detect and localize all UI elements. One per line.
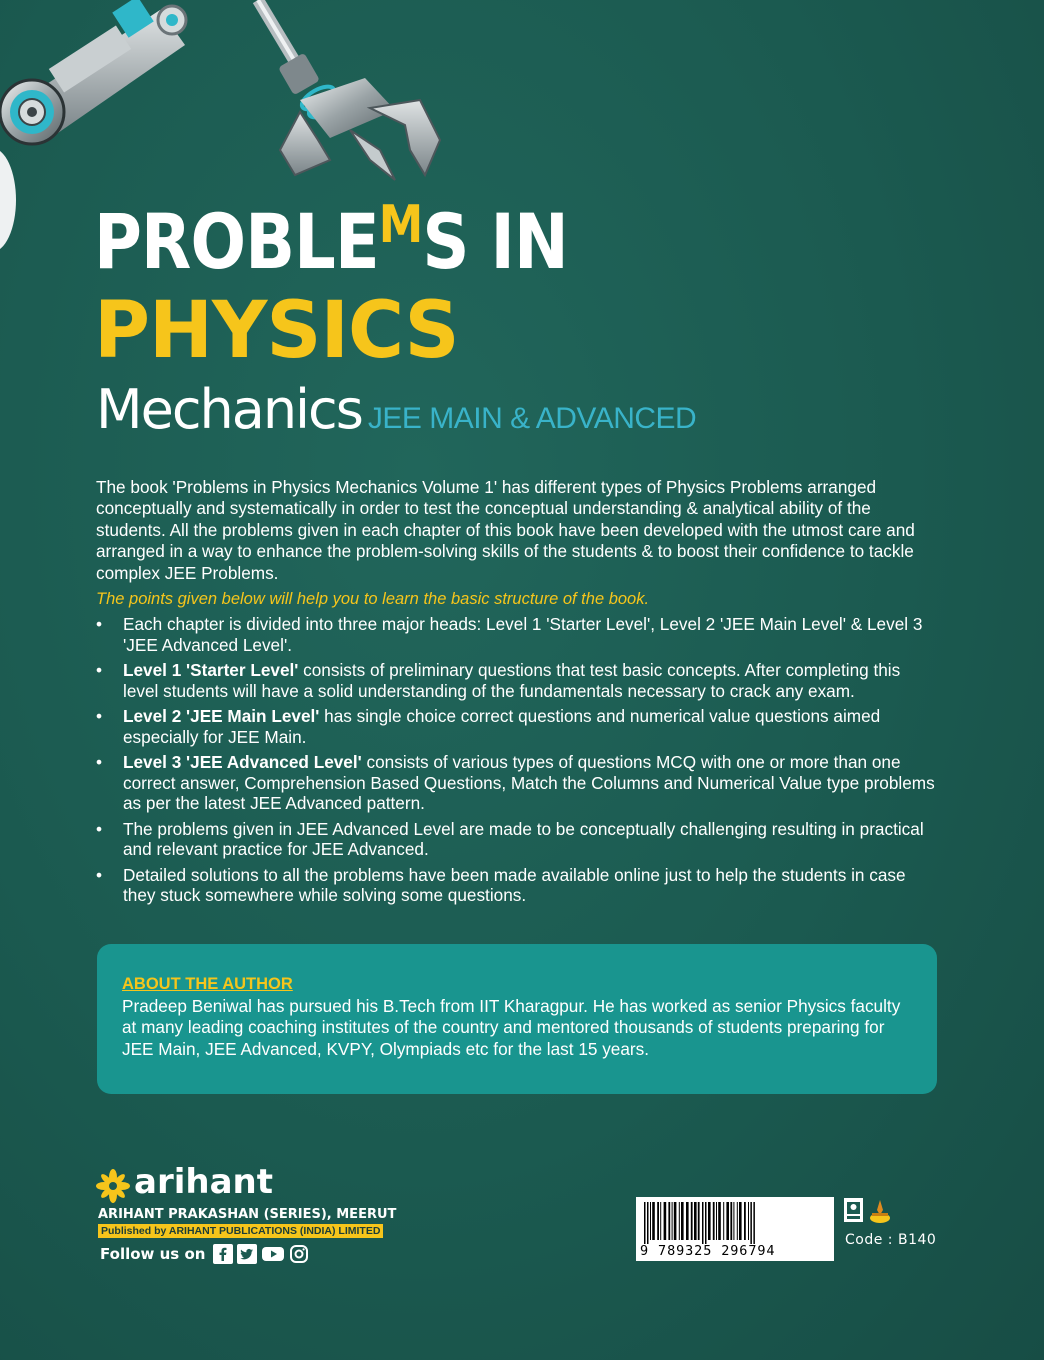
barcode-bar xyxy=(660,1202,661,1240)
isbn-digits: 9 789325 296794 xyxy=(640,1243,776,1259)
barcode-bar xyxy=(748,1202,749,1240)
intro-paragraph: The book 'Problems in Physics Mechanics Volume 1' has different types of Physics Problems arranged conceptually and systematically in order to test the conceptual understanding & analytical ability of the students. All the problems given in each chapter of this book have been developed with the utmost care and arranged in a way to enhance the problem-solving skills of the students & to boost their confidence to tackle complex JEE Problems. xyxy=(96,477,915,583)
subtitle-exam: JEE MAIN & ADVANCED xyxy=(367,402,697,435)
list-item xyxy=(96,752,936,814)
subtitle-subject: Mechanics xyxy=(96,378,362,441)
point-text: Detailed solutions to all the problems have been made available online just to help the students in case they stuck somewhere while solving some questions. xyxy=(123,864,906,905)
barcode-bar xyxy=(718,1202,721,1240)
point-text: has single choice correct questions and numerical value questions aimed especially for JEE Main. xyxy=(123,706,881,747)
barcode-bar xyxy=(730,1202,732,1240)
twitter-icon[interactable] xyxy=(237,1244,257,1264)
points-lead: The points given below will help you to learn the basic structure of the book. xyxy=(96,590,650,608)
list-item xyxy=(96,819,936,860)
barcode-bar xyxy=(644,1202,646,1244)
point-text: consists of preliminary questions that test basic concepts. After completing this level students will have a solid understanding of the fundamentals necessary to crack any exam. xyxy=(123,660,901,701)
published-by: Published by ARIHANT PUBLICATIONS (INDIA) LIMITED xyxy=(98,1224,383,1238)
instagram-icon[interactable] xyxy=(289,1244,309,1264)
list-item xyxy=(96,865,936,906)
barcode-bar xyxy=(657,1202,659,1240)
title-line-2: PHYSICS xyxy=(94,286,459,376)
barcode-bar xyxy=(681,1202,684,1240)
barcode-bar xyxy=(694,1202,697,1240)
about-author-heading: ABOUT THE AUTHOR xyxy=(122,975,293,993)
barcode-bar xyxy=(716,1202,717,1240)
barcode-bar xyxy=(702,1202,704,1244)
isbn-barcode xyxy=(636,1197,834,1261)
follow-label: Follow us on xyxy=(100,1245,206,1263)
publisher-logo-text: arihant xyxy=(134,1162,273,1202)
barcode-bar xyxy=(739,1202,742,1240)
barcode-bar xyxy=(650,1202,651,1240)
barcode-bar xyxy=(733,1202,734,1240)
about-author-box xyxy=(97,944,937,1094)
list-item xyxy=(96,706,936,747)
barcode-bar xyxy=(713,1202,715,1240)
book-title xyxy=(94,180,645,375)
facebook-icon[interactable] xyxy=(213,1244,233,1264)
barcode-bar xyxy=(723,1202,724,1240)
point-bold: Level 1 'Starter Level' xyxy=(123,660,299,680)
barcode-bar xyxy=(686,1202,689,1240)
barcode-bar xyxy=(726,1202,729,1240)
about-author-bio: Pradeep Beniwal has pursued his B.Tech from IIT Kharagpur. He has worked as senior Physics faculty at many leading coaching institutes of the country and mentored thousands of students preparing for JEE Main, JEE Advanced, KVPY, Olympiads etc for the last 15 years. xyxy=(122,996,901,1059)
barcode-bar xyxy=(698,1202,700,1240)
barcode-bar xyxy=(708,1202,711,1240)
point-bold: Level 3 'JEE Advanced Level' xyxy=(123,752,362,772)
title-part: S IN xyxy=(422,197,568,286)
book-code: Code : B140 xyxy=(845,1232,937,1248)
barcode-bar xyxy=(679,1202,680,1240)
barcode-bar xyxy=(674,1202,677,1240)
barcode-bar xyxy=(737,1202,738,1240)
barcode-bar xyxy=(750,1202,752,1244)
barcode-bar xyxy=(744,1202,746,1240)
barcode-bar xyxy=(647,1202,649,1244)
title-part: PROBLE xyxy=(94,197,379,286)
title-m-letter: M xyxy=(378,195,423,255)
publisher-seal-icons xyxy=(843,1196,895,1228)
arihant-star-icon xyxy=(96,1169,130,1203)
barcode-bars xyxy=(640,1202,830,1244)
point-text: The problems given in JEE Advanced Level are made to be conceptually challenging resulting in practical and relevant practice for JEE Advanced. xyxy=(123,818,924,859)
list-item xyxy=(96,660,936,701)
publisher-name: ARIHANT PRAKASHAN (SERIES), MEERUT xyxy=(98,1207,397,1222)
follow-us xyxy=(100,1244,313,1264)
subtitle xyxy=(96,378,696,441)
barcode-bar xyxy=(672,1202,673,1240)
barcode-bar xyxy=(753,1202,755,1244)
barcode-bar xyxy=(652,1202,655,1240)
barcode-bar xyxy=(668,1202,670,1240)
point-text: consists of various types of questions MCQ with one or more than one correct answer, Comprehension Based Questions, Match the Columns and Numerical Value type problems as per the latest JEE Advanced pattern. xyxy=(123,752,935,813)
barcode-bar xyxy=(664,1202,667,1240)
point-bold: Level 2 'JEE Main Level' xyxy=(123,706,320,726)
point-text: Each chapter is divided into three major heads: Level 1 'Starter Level', Level 2 'JEE Main Level' & Level 3 'JEE Advanced Level'. xyxy=(123,614,923,655)
barcode-bar xyxy=(705,1202,707,1244)
list-item xyxy=(96,614,936,655)
barcode-bar xyxy=(691,1202,693,1240)
title-line-1 xyxy=(94,180,568,287)
youtube-icon[interactable] xyxy=(261,1244,285,1264)
points-list xyxy=(96,614,936,911)
